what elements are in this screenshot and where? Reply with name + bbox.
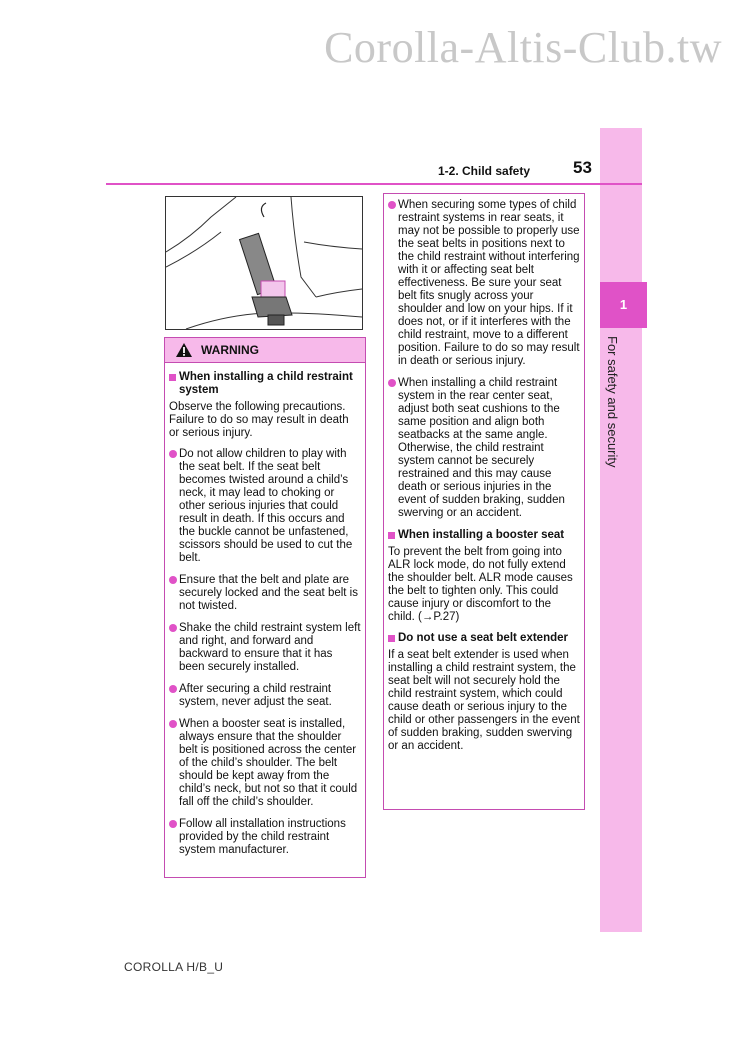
footer-model: COROLLA H/B_U (124, 960, 224, 974)
warning-bullet: Follow all installation instructions provided by the child restraint system manufacturer. (169, 818, 361, 857)
warning-bullet: When installing a child restraint system in the rear center seat, adjust both seat cushions to the same position and align both seatbacks at the same angle. Otherwise, the child restraint system cannot be securely restrained and this may cause death or serious injuries in the event of sudden braking, sudden swerving or an accident. (388, 377, 580, 520)
warning-paragraph: If a seat belt extender is used when installing a child restraint system, the seat belt will not securely hold the child restraint system, which could cause death or serious injury to the child or other passengers in the event of sudden braking, sudden swerving or an accident. (388, 649, 580, 752)
warning-box-right (383, 193, 585, 810)
warning-heading: Do not use a seat belt extender (388, 632, 580, 645)
warning-heading: When installing a child restraint system (169, 371, 361, 397)
warning-heading: When installing a booster seat (388, 529, 580, 542)
warning-header (165, 338, 365, 363)
side-tab-number: 1 (600, 282, 647, 328)
side-tab-label: For safety and security (605, 336, 620, 468)
warning-bullet: After securing a child restraint system, never adjust the seat. (169, 683, 361, 709)
warning-bullet: Shake the child restraint system left and right, and forward and backward to ensure that it has been securely installed. (169, 622, 361, 674)
warning-box-left (164, 337, 366, 878)
side-tab (600, 128, 642, 932)
seat-belt-buckle-icon (166, 197, 362, 329)
warning-content-left (165, 363, 365, 857)
warning-paragraph: Observe the following precautions. Failure to do so may result in death or serious injury. (169, 401, 349, 439)
warning-bullet: Do not allow children to play with the seat belt. If the seat belt becomes twisted around a child’s neck, it may lead to choking or other serious injuries that could result in death. If this occurs and the buckle cannot be unfastened, scissors should be used to cut the belt. (169, 448, 361, 565)
header-rule (106, 183, 642, 185)
warning-bullet: When securing some types of child restraint systems in rear seats, it may not be possible to properly use the seat belts in positions next to the child restraint without interfering with it or affecting seat belt effectiveness. Be sure your seat belt fits snugly across your shoulder and low on your hips. If it does not, or if it interferes with the child restraint, move to a different position. Failure to do so may result in death or serious injury. (388, 199, 580, 368)
section-title: 1-2. Child safety (438, 164, 531, 178)
warning-title: WARNING (201, 343, 259, 357)
watermark: Corolla-Altis-Club.tw (324, 23, 722, 72)
warning-bullet: When a booster seat is installed, always ensure that the shoulder belt is positioned across the center of the child’s shoulder. The belt should be kept away from the child’s neck, but not so that it could fall off the child’s shoulder. (169, 718, 361, 809)
page-number: 53 (573, 158, 592, 177)
warning-content-right (384, 194, 584, 753)
warning-icon (175, 342, 193, 358)
warning-paragraph: To prevent the belt from going into ALR lock mode, do not fully extend the shoulder belt. ALR mode causes the belt to tighten only. This could cause injury or discomfort to the child. (→P.27) (388, 546, 573, 623)
seat-belt-illustration (165, 196, 363, 330)
warning-bullet: Ensure that the belt and plate are securely locked and the seat belt is not twisted. (169, 574, 361, 613)
